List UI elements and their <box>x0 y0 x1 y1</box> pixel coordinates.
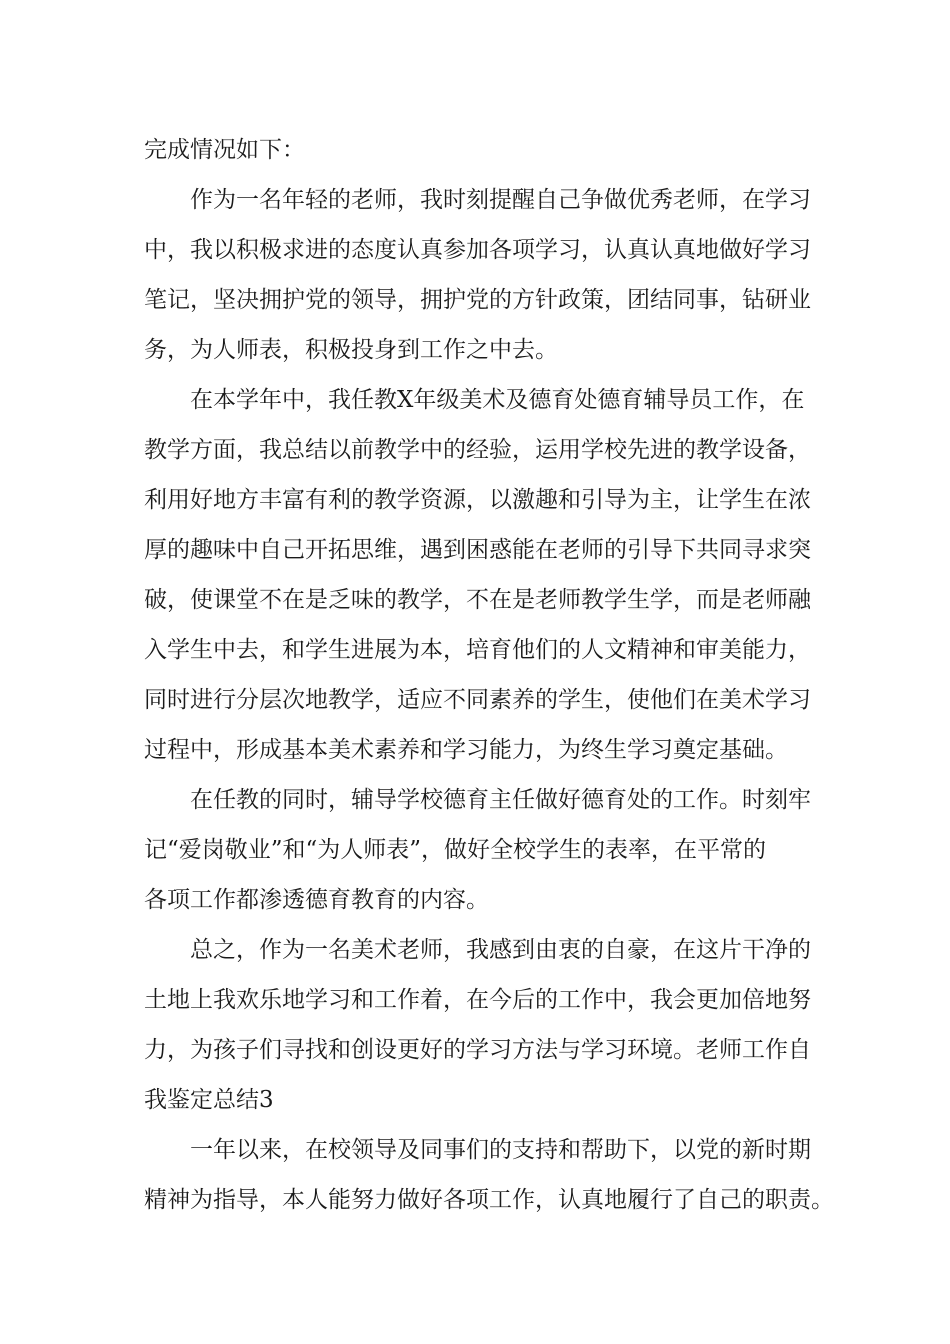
text-line: 破，使课堂不在是乏味的教学，不在是老师教学生学，而是老师融 <box>144 587 811 613</box>
text-line: 我鉴定总结3 <box>144 1087 274 1113</box>
text-line: 笔记，坚决拥护党的领导，拥护党的方针政策，团结同事，钻研业 <box>144 287 811 313</box>
text-line: 同时进行分层次地教学，适应不同素养的学生，使他们在美术学习 <box>144 687 811 713</box>
paragraph-first-line: 在任教的同时，辅导学校德育主任做好德育处的工作。时刻牢 <box>190 787 811 813</box>
text-line: 力，为孩子们寻找和创设更好的学习方法与学习环境。老师工作自 <box>144 1037 811 1063</box>
text-line: 厚的趣味中自己开拓思维，遇到困惑能在老师的引导下共同寻求突 <box>144 537 811 563</box>
paragraph-first-line: 一年以来，在校领导及同事们的支持和帮助下，以党的新时期 <box>190 1137 811 1163</box>
paragraph-first-line: 作为一名年轻的老师，我时刻提醒自己争做优秀老师，在学习 <box>190 187 811 213</box>
text-line: 精神为指导，本人能努力做好各项工作，认真地履行了自己的职责。 <box>144 1187 834 1213</box>
text-line: 务，为人师表，积极投身到工作之中去。 <box>144 337 558 363</box>
text-line: 各项工作都渗透德育教育的内容。 <box>144 887 489 913</box>
text-line: 完成情况如下： <box>144 137 305 163</box>
text-line: 土地上我欢乐地学习和工作着，在今后的工作中，我会更加倍地努 <box>144 987 811 1013</box>
text-line: 教学方面，我总结以前教学中的经验，运用学校先进的教学设备， <box>144 437 811 463</box>
text-line: 中，我以积极求进的态度认真参加各项学习，认真认真地做好学习 <box>144 237 811 263</box>
paragraph-first-line: 总之，作为一名美术老师，我感到由衷的自豪，在这片干净的 <box>190 937 811 963</box>
text-line: 利用好地方丰富有利的教学资源，以激趣和引导为主，让学生在浓 <box>144 487 811 513</box>
paragraph-first-line: 在本学年中，我任教X年级美术及德育处德育辅导员工作，在 <box>190 387 805 413</box>
text-line: 过程中，形成基本美术素养和学习能力，为终生学习奠定基础。 <box>144 737 788 763</box>
text-line: 记“爱岗敬业”和“为人师表”，做好全校学生的表率，在平常的 <box>144 837 767 863</box>
text-line: 入学生中去，和学生进展为本，培育他们的人文精神和审美能力， <box>144 637 811 663</box>
